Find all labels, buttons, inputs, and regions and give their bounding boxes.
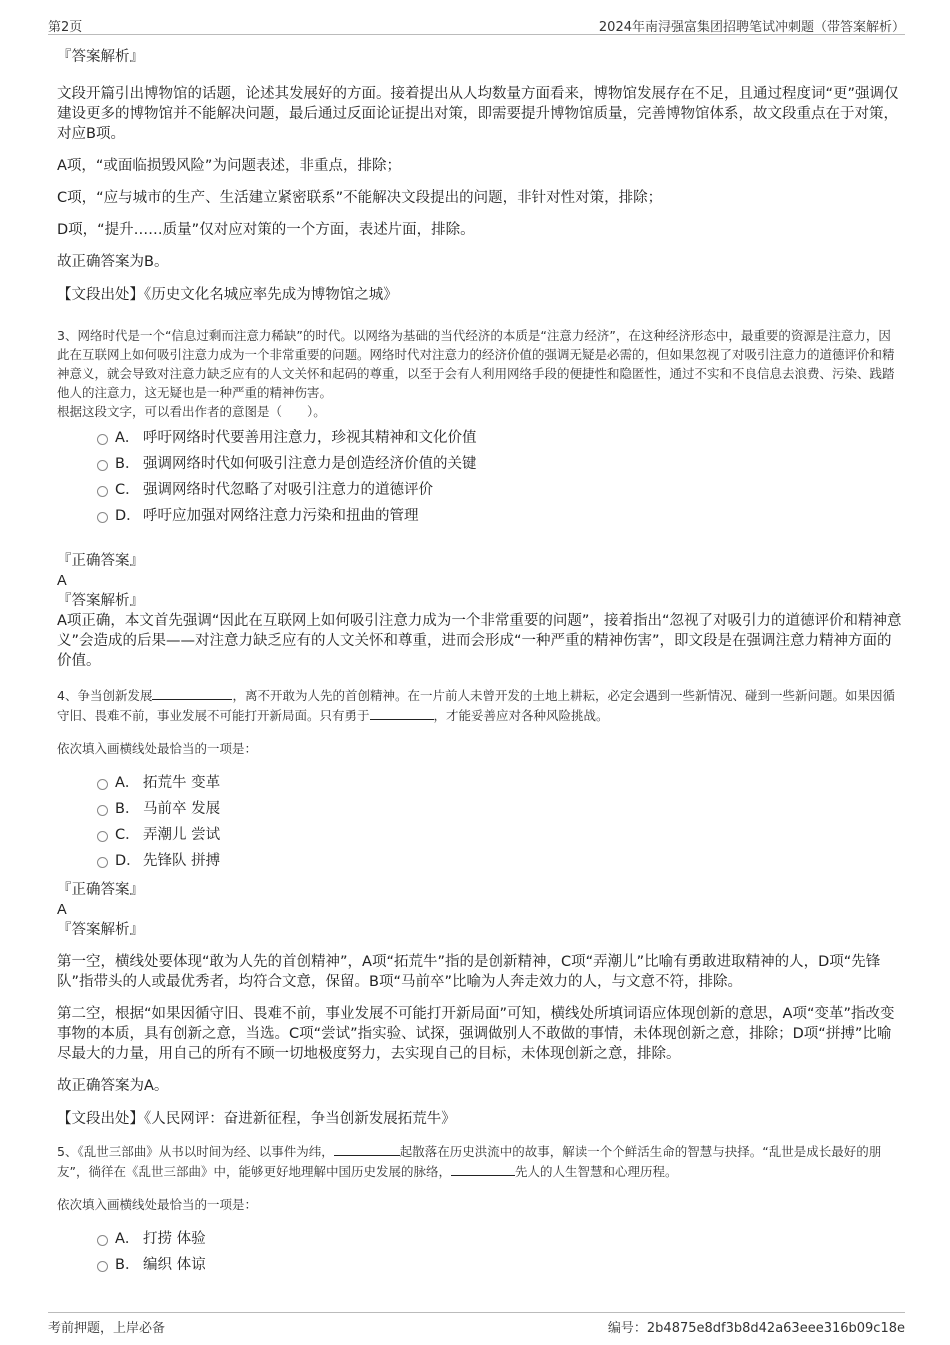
q5-question: 依次填入画横线处最恰当的一项是： [57, 1197, 258, 1212]
q4-analysis-para2: 第二空，根据“如果因循守旧、畏难不前，事业发展不可能打开新局面”可知，横线处所填词语应体现创新的意思，A项“变革”指改变事物的本质，具有创新之意，当选。C项“尝试”指实验、试探，强调做别人不敢做的事情，未体现创新之意，排除；D项“拼搏”比喻尽最大的力量，用自己的所有不顾一切地极度努力，去实现自己的目标，未体现创新之意，排除。 [57, 1006, 895, 1062]
footer-slogan: 考前押题，上岸必备 [48, 1321, 166, 1336]
q5-stem: 5、《乱世三部曲》从书以时间为经、以事件为纬， 起散落在历史洪流中的故事，解读一个个鲜活生命的智慧与抉择。“乱世是成长最好的朋友”，徜徉在《乱世三部曲》中，能够更好地理解中国历史发展的脉络， 先人的人生智慧和心理历程。 [57, 1141, 902, 1181]
q4-source: 【文段出处】《人民网评：奋进新征程，争当创新发展拓荒牛》 [57, 1111, 456, 1127]
q4-analysis-label: 『答案解析』 [57, 922, 144, 938]
radio-icon[interactable] [97, 805, 108, 816]
q4-analysis-para1: 第一空，横线处要体现“敢为人先的首创精神”，A项“拓荒牛”指的是创新精神，C项“弄潮儿”比喻有勇敢进取精神的人，D项“先锋队”指带头的人或最优秀者，均符合文意，保留。B项“马前卒”比喻为人奔走效力的人，与文意不符，排除。 [57, 954, 881, 990]
q3-option-a[interactable]: A． 呼吁网络时代要善用注意力，珍视其精神和文化价值 [57, 425, 902, 451]
radio-icon[interactable] [97, 857, 108, 868]
q4-conclusion: 故正确答案为A。 [57, 1078, 169, 1094]
q5-option-b[interactable]: B． 编织 体谅 [57, 1252, 902, 1278]
q3-analysis-label: 『答案解析』 [57, 593, 144, 609]
q2-analysis-para4: D项，“提升……质量”仅对应对策的一个方面，表述片面，排除。 [57, 222, 475, 238]
q4-question: 依次填入画横线处最恰当的一项是： [57, 741, 258, 756]
page-footer [48, 1312, 905, 1335]
q4-answer: A [57, 902, 67, 918]
page-content [57, 40, 902, 1278]
radio-icon[interactable] [97, 460, 108, 471]
q3-options [57, 425, 902, 529]
blank-1 [334, 1141, 400, 1156]
q4-option-d[interactable]: D． 先锋队 拼搏 [57, 848, 902, 874]
q4-option-a[interactable]: A． 拓荒牛 变革 [57, 770, 902, 796]
q5-option-a[interactable]: A． 打捞 体验 [57, 1226, 902, 1252]
q3-analysis: A项正确，本文首先强调“因此在互联网上如何吸引注意力成为一个非常重要的问题”，接着指出“忽视了对吸引力的道德评价和精神意义”会造成的后果——对注意力缺乏应有的人文关怀和尊重，进而会形成“一种严重的精神伤害”，即文段是在强调注意力精神方面的价值。 [57, 613, 902, 669]
page-number: 第2页 [48, 20, 83, 35]
q4-options [57, 770, 902, 874]
radio-icon[interactable] [97, 486, 108, 497]
q2-analysis-para1: 文段开篇引出博物馆的话题，论述其发展好的方面。接着提出从人均数量方面看来，博物馆发展存在不足，且通过程度词“更”强调仅建设更多的博物馆并不能解决问题，最后通过反面论证提出对策，即需要提升博物馆质量，完善博物馆体系，故文段重点在于对策，对应B项。 [57, 86, 899, 142]
radio-icon[interactable] [97, 1235, 108, 1246]
q2-analysis-para2: A项，“或面临损毁风险”为问题表述，非重点，排除； [57, 158, 401, 174]
q3-answer-label: 『正确答案』 [57, 553, 144, 569]
q3-option-c[interactable]: C． 强调网络时代忽略了对吸引注意力的道德评价 [57, 477, 902, 503]
radio-icon[interactable] [97, 779, 108, 790]
blank-2 [451, 1161, 515, 1176]
page-header [48, 14, 905, 35]
q4-stem: 4、争当创新发展 ，离不开敢为人先的首创精神。在一片前人未曾开发的土地上耕耘，必定会遇到一些新情况、碰到一些新问题。如果因循守旧、畏难不前，事业发展不可能打开新局面。只有勇于 ，才能妥善应对各种风险挑战。 [57, 685, 902, 725]
q4-option-c[interactable]: C． 弄潮儿 尝试 [57, 822, 902, 848]
q2-analysis-para3: C项，“应与城市的生产、生活建立紧密联系”不能解决文段提出的问题，非针对性对策，排除； [57, 190, 663, 206]
q3-stem: 3、网络时代是一个“信息过剩而注意力稀缺”的时代。以网络为基础的当代经济的本质是“注意力经济”，在这种经济形态中，最重要的资源是注意力，因此在互联网上如何吸引注意力成为一个非常重要的问题。网络时代对注意力的经济价值的强调无疑是必需的，但如果忽视了对吸引注意力的道德评价和精神意义，就会导致对注意力缺乏应有的人文关怀和起码的尊重，以至于会有人利用网络手段的便捷性和隐匿性，通过不实和不良信息去浪费、污染、践踏他人的注意力，这无疑也是一种严重的精神伤害。 [57, 328, 895, 400]
radio-icon[interactable] [97, 831, 108, 842]
q3-option-b[interactable]: B． 强调网络时代如何吸引注意力是创造经济价值的关键 [57, 451, 902, 477]
document-title: 2024年南浔强富集团招聘笔试冲刺题（带答案解析） [598, 20, 905, 35]
q3-option-d[interactable]: D． 呼吁应加强对网络注意力污染和扭曲的管理 [57, 503, 902, 529]
radio-icon[interactable] [97, 434, 108, 445]
q3-answer: A [57, 573, 67, 589]
q2-source: 【文段出处】《历史文化名城应率先成为博物馆之城》 [57, 287, 398, 303]
radio-icon[interactable] [97, 512, 108, 523]
q3-question: 根据这段文字，可以看出作者的意图是（ ）。 [57, 404, 326, 419]
blank-1 [152, 685, 232, 700]
blank-2 [370, 705, 434, 720]
q4-option-b[interactable]: B． 马前卒 发展 [57, 796, 902, 822]
radio-icon[interactable] [97, 1261, 108, 1272]
q2-analysis-label: 『答案解析』 [57, 49, 144, 65]
q4-answer-label: 『正确答案』 [57, 882, 144, 898]
footer-doc-id: 编号：2b4875e8df3b8d42a63eee316b09c18e [607, 1321, 905, 1336]
q5-options [57, 1226, 902, 1278]
q2-conclusion: 故正确答案为B。 [57, 254, 169, 270]
